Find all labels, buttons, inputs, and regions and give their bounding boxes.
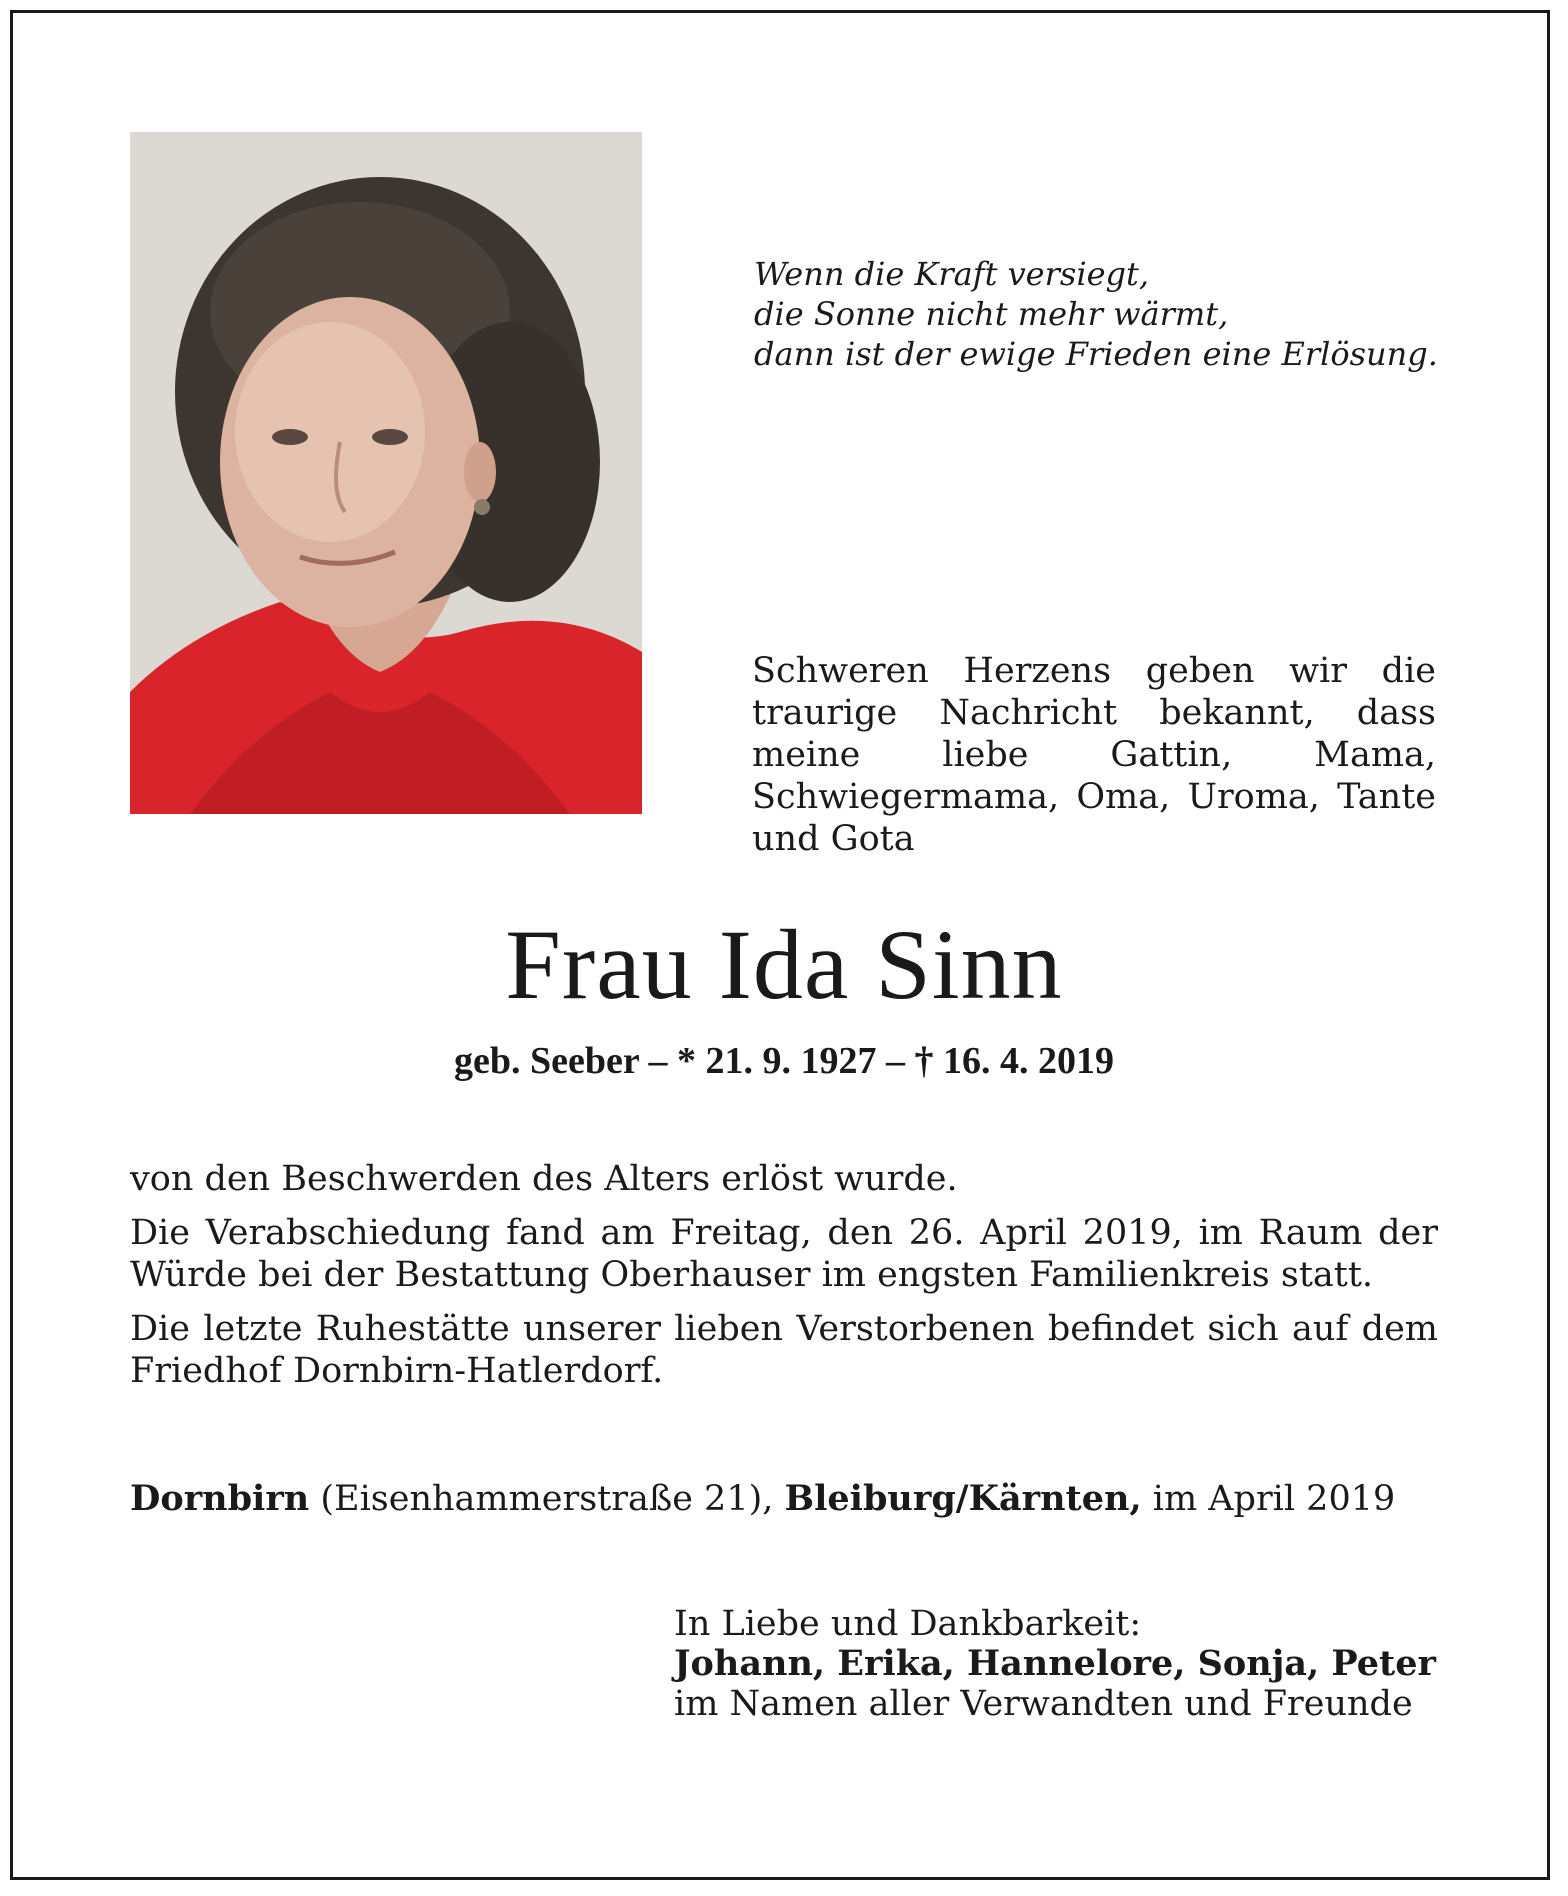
deceased-dates: geb. Seeber – * 21. 9. 1927 – † 16. 4. 2019 (453, 1040, 1115, 1082)
place-address: (Eisenhammerstraße 21), (309, 1479, 785, 1519)
body-paragraph: Die Verabschiedung fand am Freitag, den 26. April 2019, im Raum der Würde bei der Bestattung Oberhauser im engsten Familienkreis statt. (130, 1213, 1438, 1295)
place-date-line (130, 1478, 1450, 1520)
closing-signature (674, 1604, 1454, 1724)
closing-line: In Liebe und Dankbarkeit: (674, 1604, 1142, 1644)
place-city: Bleiburg/Kärnten, (784, 1478, 1142, 1519)
deceased-name: Frau Ida Sinn (505, 909, 1063, 1020)
motto-quote (754, 254, 1454, 374)
body-paragraph: Die letzte Ruhestätte unserer lieben Verstorbenen befindet sich auf dem Friedhof Dornbirn-Hatlerdorf. (130, 1309, 1438, 1391)
motto-line: Wenn die Kraft versiegt, (754, 255, 1150, 293)
family-names: Johann, Erika, Hannelore, Sonja, Peter (674, 1643, 1436, 1684)
body-paragraph: von den Beschwerden des Alters erlöst wurde. (130, 1159, 958, 1199)
place-date: im April 2019 (1141, 1479, 1396, 1519)
notice-body (130, 1158, 1438, 1404)
motto-line: die Sonne nicht mehr wärmt, (754, 295, 1229, 333)
intro-text: Schweren Herzens geben wir die traurige Nachricht bekannt, dass meine liebe Gattin, Mama, Schwiegermama, Oma, Uroma, Tante und Gota (752, 651, 1436, 859)
place-city: Dornbirn (130, 1478, 310, 1519)
closing-line: im Namen aller Verwandten und Freunde (674, 1684, 1413, 1724)
motto-line: dann ist der ewige Frieden eine Erlösung. (754, 335, 1438, 373)
portrait-photo (130, 132, 642, 814)
